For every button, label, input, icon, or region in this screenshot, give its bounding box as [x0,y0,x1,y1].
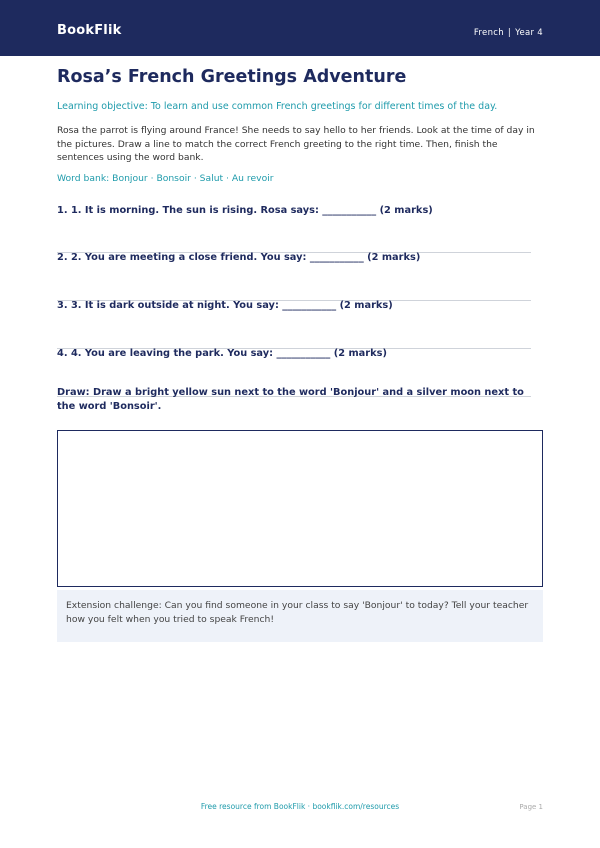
question-3: 3. 3. It is dark outside at night. You say: ___________ (2 marks) [57,300,393,311]
intro-paragraph: Rosa the parrot is flying around France! She needs to say hello to her friends. Look at the time of day in the pictures. Draw a line to match the correct French greeting to the right time. Then, finish the sentences using the word bank. [57,125,535,163]
extension-challenge: Extension challenge: Can you find someone in your class to say 'Bonjour' to today? Tell your teacher how you felt when you tried to speak French! [66,600,529,625]
brand-logo[interactable]: BookFlik [57,23,122,38]
question-2: 2. 2. You are meeting a close friend. You say: ___________ (2 marks) [57,252,421,263]
learning-objective: Learning objective: To learn and use common French greetings for different times of the day. [57,101,498,112]
question-4: 4. 4. You are leaving the park. You say: ___________ (2 marks) [57,348,387,359]
word-bank: Word bank: Bonjour · Bonsoir · Salut · Au revoir [57,173,274,184]
page-title: Rosa’s French Greetings Adventure [57,67,407,87]
header-meta [474,28,543,38]
question-1: 1. 1. It is morning. The sun is rising. Rosa says: ___________ (2 marks) [57,205,433,216]
page-number: Page 1 [519,803,543,811]
year-label: Year 4 [515,28,543,38]
footer-link[interactable]: Free resource from BookFlik · bookflik.com/resources [200,802,400,811]
draw-prompt: Draw: Draw a bright yellow sun next to the word 'Bonjour' and a silver moon next to the word 'Bonsoir'. [57,387,524,412]
extension-box [57,590,543,642]
subject-label: French [473,28,504,38]
header-separator: | [507,28,512,38]
header-bar [0,0,600,56]
drawing-area[interactable] [57,430,543,587]
